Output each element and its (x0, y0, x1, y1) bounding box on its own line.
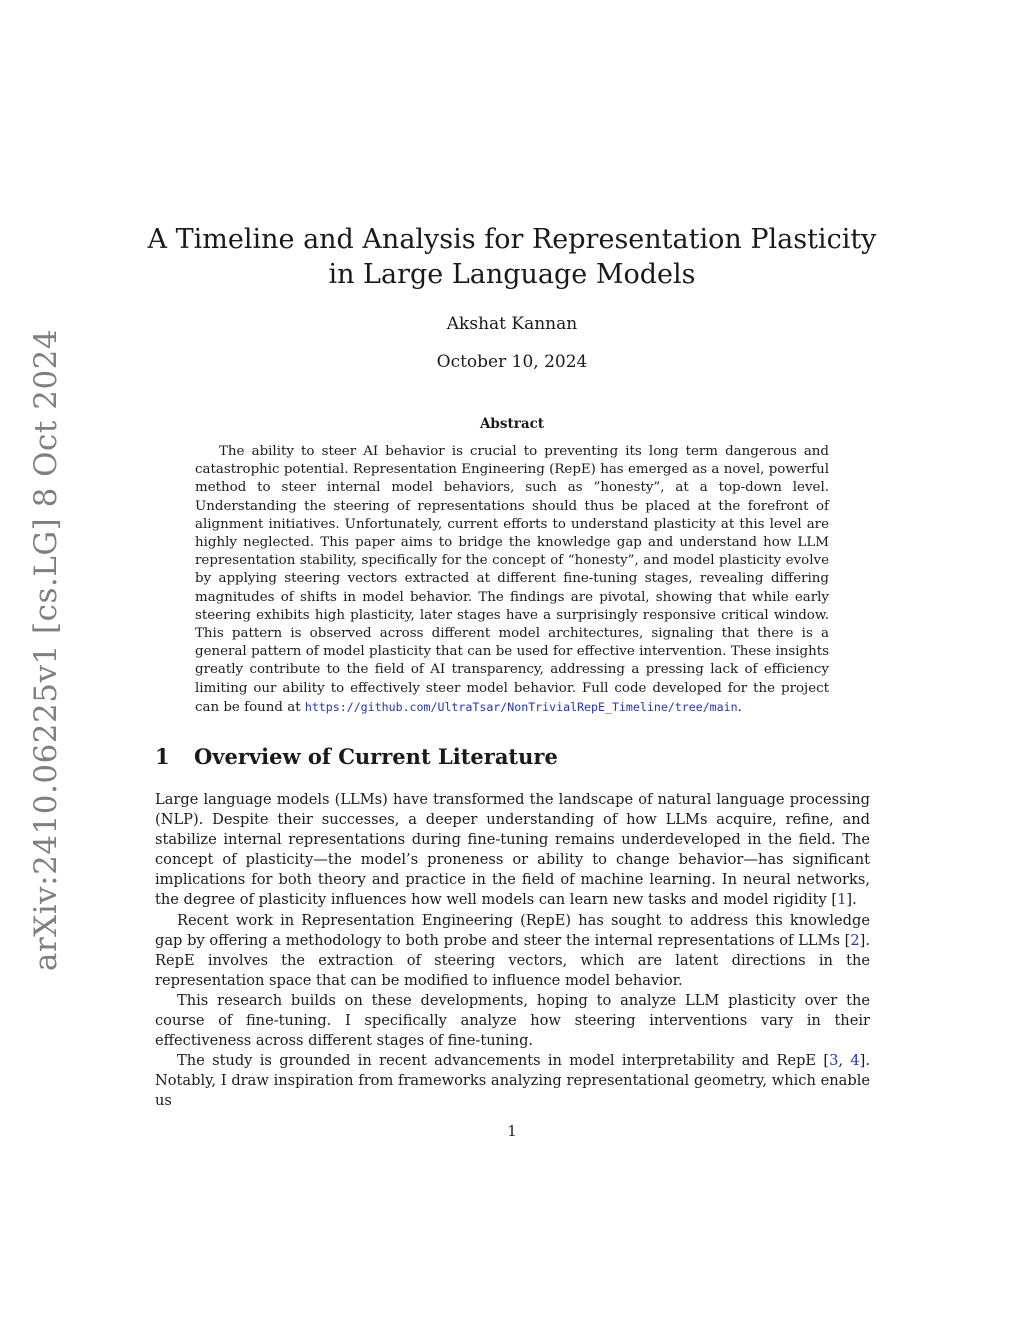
citation-link[interactable]: 1 (837, 891, 847, 909)
abstract-text: The ability to steer AI behavior is crucial to preventing its long term dangerous and catastrophic potential. Representation Engineering (RepE) has emerged as a novel, powerful method to steer internal model behaviors, such as ”honesty”, at a top-down level. Understanding the steering of representations should thus be placed at the forefront of alignment initiatives. Unfortunately, current efforts to understand plasticity at this level are highly neglected. This paper aims to bridge the knowledge gap and understand how LLM representation stability, specifically for the concept of “honesty”, and model plasticity evolve by applying steering vectors extracted at different fine-tuning stages, revealing differing magnitudes of shifts in model behavior. The findings are pivotal, showing that while early steering exhibits high plasticity, later stages have a surprisingly responsive critical window. This pattern is observed across different model architectures, signaling that there is a general pattern of model plasticity that can be used for effective intervention. These insights greatly contribute to the field of AI transparency, addressing a pressing lack of efficiency limiting our ability to effectively steer model behavior. Full code developed for the project can be found at (195, 444, 829, 715)
paragraph-end: ]. Notably, I draw inspiration from frameworks analyzing representational geometry, which enable us (155, 1052, 870, 1110)
arxiv-identifier: arXiv:2410.06225v1 [cs.LG] 8 Oct 2024 (28, 328, 64, 972)
paragraph-2 (155, 911, 870, 991)
paragraph-3 (155, 991, 870, 1051)
paragraph-text: The study is grounded in recent advancements in model interpretability and RepE [ (177, 1052, 830, 1070)
arxiv-stamp (16, 328, 76, 972)
abstract-heading: Abstract (479, 416, 545, 432)
section-title: Overview of Current Literature (194, 744, 558, 769)
paragraph-text: Large language models (LLMs) have transformed the landscape of natural language processing (NLP). Despite their successes, a deeper understanding of how LLMs acquire, refine, and stabilize internal representations during fine-tuning remains underdeveloped in the field. The concept of plasticity—the model’s proneness or ability to change behavior—has significant implications for both theory and practice in the field of machine learning. In neural networks, the degree of plasticity influences how well models can learn new tasks and model rigidity [ (155, 791, 870, 909)
section-heading (155, 744, 558, 769)
author-name: Akshat Kannan (446, 314, 578, 334)
abstract-body (195, 443, 829, 717)
abstract-link-suffix: . (737, 699, 742, 715)
publication-date: October 10, 2024 (436, 352, 588, 372)
paragraph-1 (155, 790, 870, 911)
section-body (155, 790, 870, 1112)
paper-title: A Timeline and Analysis for Representation Plasticity in Large Language Models (147, 224, 877, 290)
paragraph-text: This research builds on these developments, hoping to analyze LLM plasticity over the course of fine-tuning. I specifically analyze how steering interventions vary in their effectiveness across different stages of fine-tuning. (155, 991, 870, 1050)
paragraph-text: Recent work in Representation Engineering (RepE) has sought to address this knowledge gap by offering a methodology to both probe and steer the internal representations of LLMs [ (155, 911, 870, 949)
citation-link[interactable]: 3 (829, 1052, 839, 1070)
page-number: 1 (507, 1123, 517, 1140)
citation-separator: , (838, 1052, 851, 1070)
section-number: 1 (155, 744, 170, 769)
paragraph-4 (155, 1051, 870, 1111)
paragraph-end: ]. (846, 891, 857, 909)
citation-link[interactable]: 2 (850, 931, 860, 949)
paragraph-end: ]. RepE involves the extraction of steering vectors, which are latent directions in the representation space that can be modified to influence model behavior. (155, 931, 870, 989)
code-repository-link[interactable]: https://github.com/UltraTsar/NonTrivialRepE_Timeline/tree/main (304, 699, 738, 714)
citation-link[interactable]: 4 (850, 1052, 860, 1070)
